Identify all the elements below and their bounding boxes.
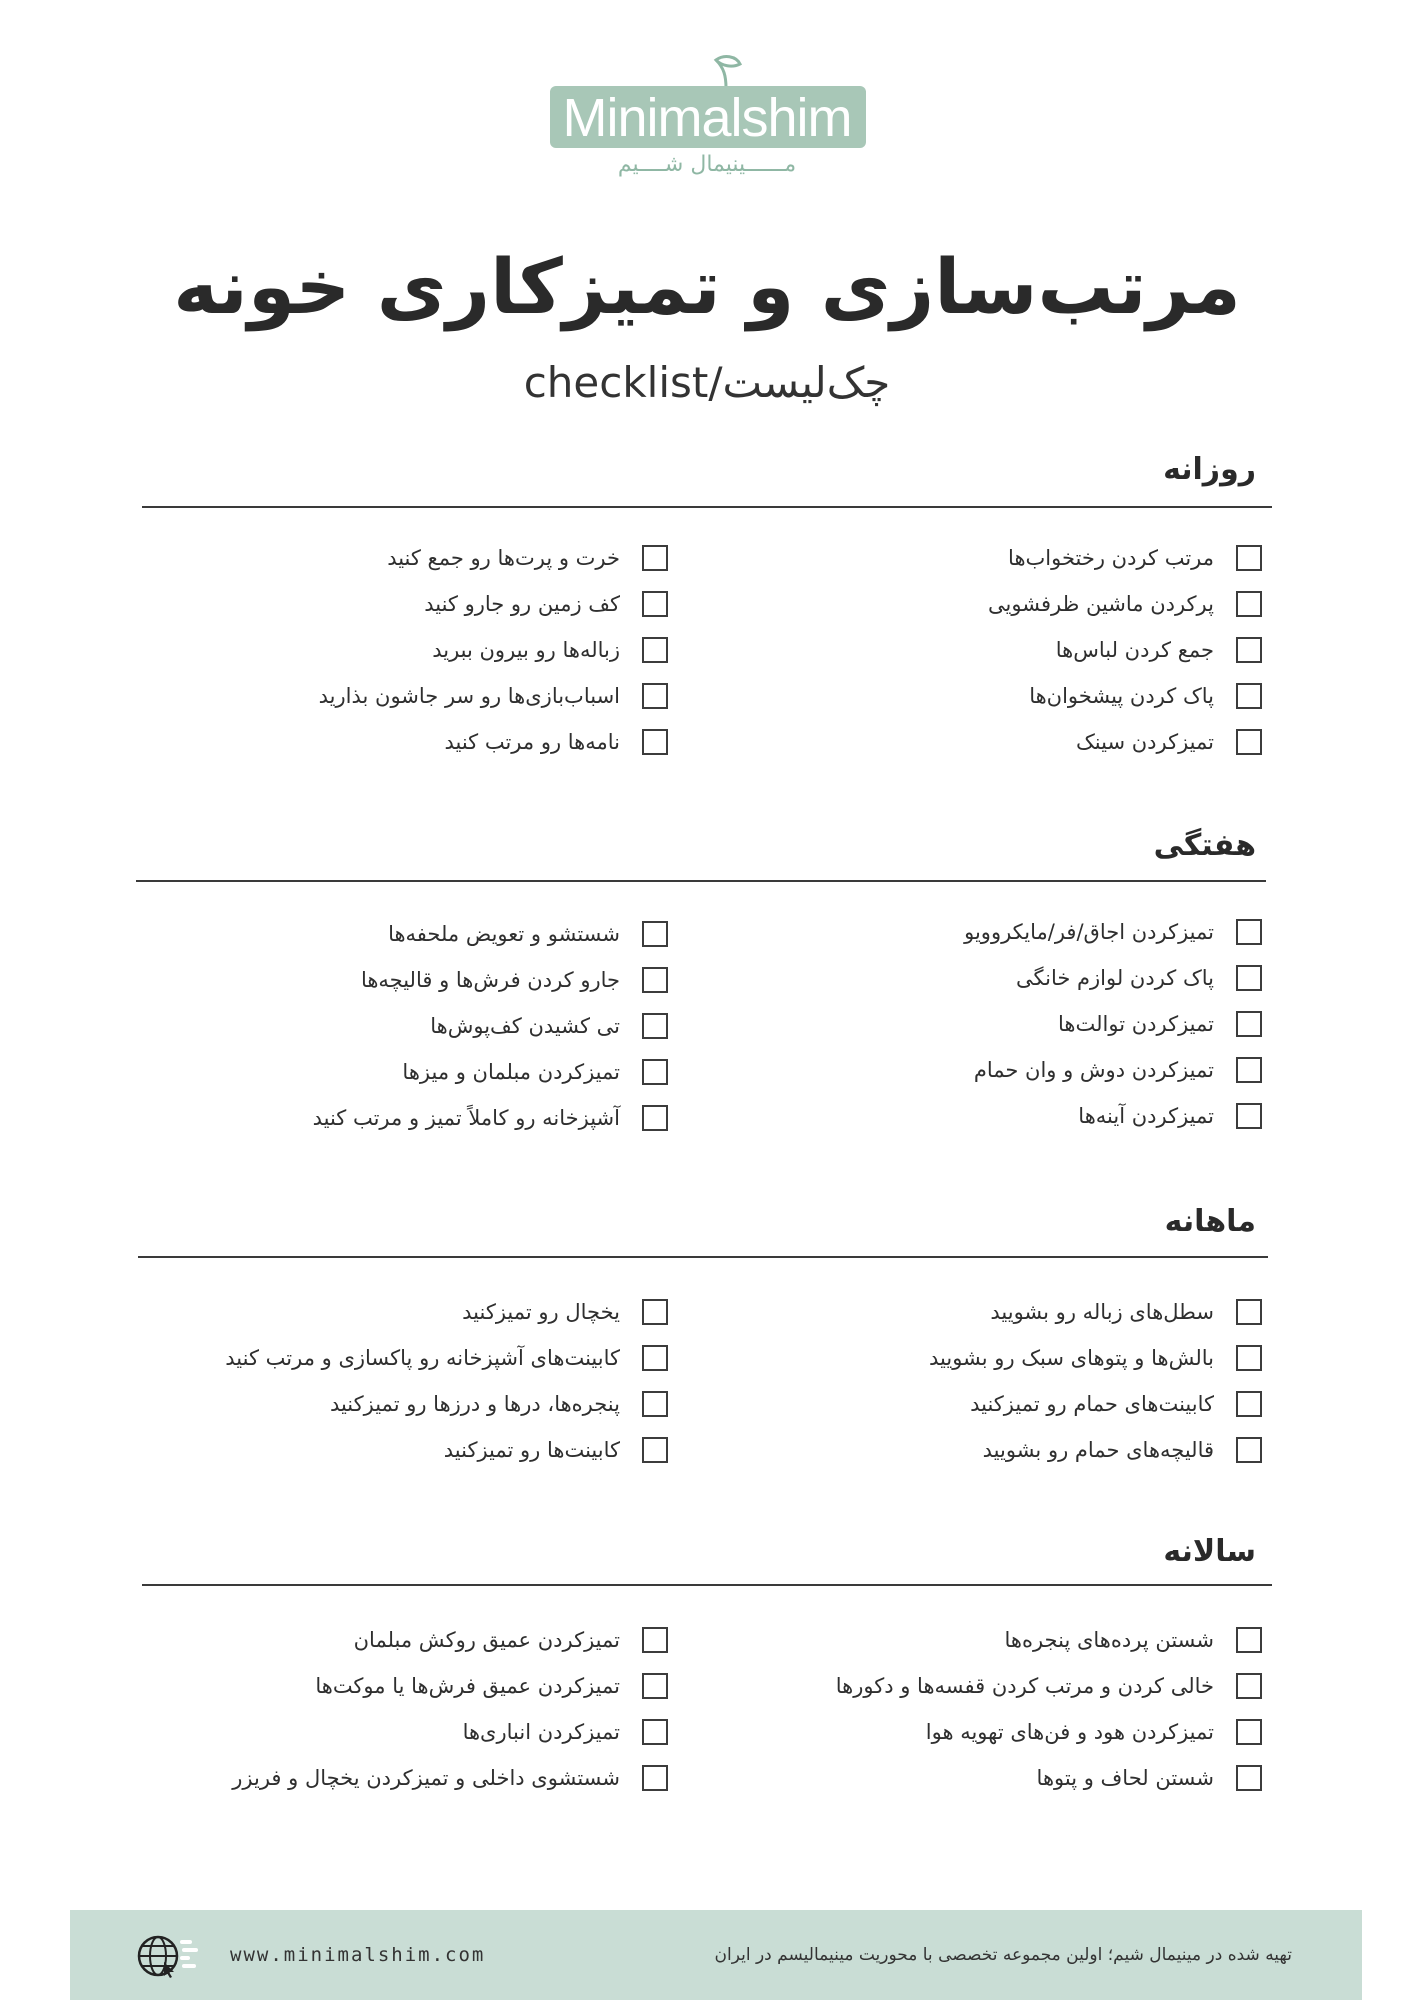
- checkbox[interactable]: [1236, 1103, 1262, 1129]
- logo: [548, 52, 866, 182]
- checklist-item[interactable]: [444, 1430, 668, 1470]
- checkbox[interactable]: [642, 729, 668, 755]
- checklist-item-label: تمیزکردن آینه‌ها: [1078, 1104, 1214, 1128]
- checklist-item-label: بالش‌ها و پتوهای سبک رو بشویید: [929, 1346, 1214, 1370]
- checkbox[interactable]: [1236, 1673, 1262, 1699]
- checklist-item-label: شستشو و تعویض ملحفه‌ها: [388, 922, 620, 946]
- checklist-item-label: آشپزخانه رو کاملاً تمیز و مرتب کنید: [312, 1106, 620, 1130]
- checkbox[interactable]: [642, 1299, 668, 1325]
- footer: [70, 1910, 1362, 2000]
- checkbox[interactable]: [1236, 729, 1262, 755]
- checkbox[interactable]: [642, 1627, 668, 1653]
- checklist-item-label: تمیزکردن سینک: [1075, 730, 1214, 754]
- checklist-item[interactable]: [926, 1712, 1262, 1752]
- checklist-item-label: شستن پرده‌های پنجره‌ها: [1004, 1628, 1214, 1652]
- logo-text-en: Minimalshim: [562, 88, 852, 148]
- checklist-item[interactable]: [836, 1666, 1262, 1706]
- checklist-item[interactable]: [1037, 1758, 1262, 1798]
- checklist-item[interactable]: [462, 1292, 668, 1332]
- checklist-item[interactable]: [1056, 630, 1262, 670]
- checklist-item[interactable]: [388, 914, 668, 954]
- checkbox[interactable]: [1236, 1719, 1262, 1745]
- checkbox[interactable]: [1236, 1765, 1262, 1791]
- checklist-item-label: شستن لحاف و پتوها: [1036, 1766, 1214, 1790]
- checklist-item-label: پاک کردن پیشخوان‌ها: [1029, 684, 1214, 708]
- checkbox[interactable]: [642, 1673, 668, 1699]
- checkbox[interactable]: [642, 637, 668, 663]
- checklist-item-label: شستشوی داخلی و تمیزکردن یخچال و فریزر: [232, 1766, 620, 1790]
- checklist-item-label: تمیزکردن هود و فن‌های تهویه هوا: [925, 1720, 1214, 1744]
- checkbox[interactable]: [642, 1719, 668, 1745]
- checklist-item[interactable]: [463, 1712, 668, 1752]
- checklist-item[interactable]: [1076, 722, 1262, 762]
- section-heading-yearly: سالانه: [1163, 1534, 1256, 1569]
- checkbox[interactable]: [1236, 637, 1262, 663]
- checklist-item-label: اسباب‌بازی‌ها رو سر جاشون بذارید: [318, 684, 620, 708]
- checklist-item-label: تمیزکردن عمیق فرش‌ها یا موکت‌ها: [315, 1674, 620, 1698]
- section-divider-weekly: [136, 880, 1266, 882]
- checkbox[interactable]: [642, 1437, 668, 1463]
- checkbox[interactable]: [1236, 1057, 1262, 1083]
- checklist-item[interactable]: [319, 676, 668, 716]
- checkbox[interactable]: [1236, 1437, 1262, 1463]
- checklist-item[interactable]: [313, 1098, 668, 1138]
- logo-text-fa: مــــــینیمال شــــیم: [617, 152, 797, 177]
- checklist-item-label: جمع کردن لباس‌ها: [1055, 638, 1214, 662]
- checklist-item-label: پرکردن ماشین ظرفشویی: [988, 592, 1214, 616]
- checkbox[interactable]: [642, 921, 668, 947]
- checklist-item-label: کابینت‌های حمام رو تمیزکنید: [970, 1392, 1214, 1416]
- checklist-item[interactable]: [988, 584, 1262, 624]
- checklist-item[interactable]: [983, 1430, 1262, 1470]
- leaf-icon: [706, 52, 746, 90]
- footer-note: تهیه شده در مینیمال شیم؛ اولین مجموعه تخصصی با محوریت مینیمالیسم در ایران: [714, 1945, 1292, 1965]
- checklist-item[interactable]: [315, 1666, 668, 1706]
- checklist-item-label: زباله‌ها رو بیرون ببرید: [432, 638, 620, 662]
- checklist-item[interactable]: [970, 1384, 1262, 1424]
- checklist-item[interactable]: [354, 1620, 668, 1660]
- section-divider-monthly: [138, 1256, 1268, 1258]
- globe-icon: [136, 1934, 204, 1978]
- checklist-item-label: کابینت‌های آشپزخانه رو پاکسازی و مرتب کنید: [225, 1346, 620, 1370]
- checklist-item-label: تمیزکردن انباری‌ها: [462, 1720, 620, 1744]
- checkbox[interactable]: [642, 591, 668, 617]
- checklist-item-label: قالیچه‌های حمام رو بشویید: [982, 1438, 1214, 1462]
- checklist-item-label: کف زمین رو جارو کنید: [424, 592, 620, 616]
- checklist-item-label: تمیزکردن مبلمان و میزها: [402, 1060, 620, 1084]
- checklist-item[interactable]: [990, 1292, 1262, 1332]
- checklist-item[interactable]: [964, 912, 1262, 952]
- checklist-item-label: خالی کردن و مرتب کردن قفسه‌ها و دکورها: [835, 1674, 1214, 1698]
- checkbox[interactable]: [1236, 1011, 1262, 1037]
- checklist-item-label: تی کشیدن کف‌پوش‌ها: [430, 1014, 620, 1038]
- checklist-item-label: مرتب کردن رختخواب‌ها: [1008, 546, 1214, 570]
- checklist-item[interactable]: [929, 1338, 1262, 1378]
- checklist-item-label: پنجره‌ها، درها و درزها رو تمیزکنید: [329, 1392, 620, 1416]
- section-heading-monthly: ماهانه: [1164, 1204, 1256, 1239]
- checklist-item-label: یخچال رو تمیزکنید: [462, 1300, 620, 1324]
- section-heading-weekly: هفتگی: [1153, 828, 1256, 863]
- checklist-item[interactable]: [1058, 1004, 1262, 1044]
- checkbox[interactable]: [1236, 1345, 1262, 1371]
- checklist-item-label: تمیزکردن اجاق/فر/مایکروویو: [964, 920, 1214, 944]
- checklist-item-label: تمیزکردن عمیق روکش مبلمان: [353, 1628, 620, 1652]
- checkbox[interactable]: [1236, 1391, 1262, 1417]
- checkbox[interactable]: [1236, 965, 1262, 991]
- section-divider-yearly: [142, 1584, 1272, 1586]
- checklist-item[interactable]: [330, 1384, 668, 1424]
- checklist-item-label: نامه‌ها رو مرتب کنید: [444, 730, 620, 754]
- checkbox[interactable]: [1236, 1627, 1262, 1653]
- checklist-item-label: جارو کردن فرش‌ها و قالیچه‌ها: [360, 968, 620, 992]
- checklist-item[interactable]: [974, 1050, 1262, 1090]
- checklist-item[interactable]: [1005, 1620, 1263, 1660]
- checklist-item[interactable]: [225, 1338, 668, 1378]
- checkbox[interactable]: [642, 1059, 668, 1085]
- checklist-item[interactable]: [1029, 676, 1262, 716]
- checkbox[interactable]: [642, 683, 668, 709]
- checkbox[interactable]: [1236, 591, 1262, 617]
- checklist-item[interactable]: [430, 1006, 668, 1046]
- checklist-item-label: سطل‌های زباله رو بشویید: [990, 1300, 1214, 1324]
- checkbox[interactable]: [642, 1013, 668, 1039]
- checklist-item[interactable]: [444, 722, 668, 762]
- website-link[interactable]: www.minimalshim.com: [230, 1944, 486, 1966]
- checklist-item[interactable]: [1008, 538, 1262, 578]
- checkbox[interactable]: [642, 1391, 668, 1417]
- page-title: مرتب‌سازی و تمیزکاری خونه: [173, 242, 1241, 331]
- checkbox[interactable]: [1236, 1299, 1262, 1325]
- checklist-item[interactable]: [232, 1758, 668, 1798]
- checkbox[interactable]: [1236, 683, 1262, 709]
- checklist-item[interactable]: [432, 630, 668, 670]
- checkbox[interactable]: [642, 1345, 668, 1371]
- section-divider-daily: [142, 506, 1272, 508]
- checkbox[interactable]: [642, 545, 668, 571]
- checklist-item-label: خرت و پرت‌ها رو جمع کنید: [387, 546, 620, 570]
- checklist-item[interactable]: [1016, 958, 1262, 998]
- checklist-item[interactable]: [424, 584, 668, 624]
- checkbox[interactable]: [1236, 919, 1262, 945]
- checklist-item[interactable]: [402, 1052, 668, 1092]
- checklist-item[interactable]: [1078, 1096, 1262, 1136]
- section-heading-daily: روزانه: [1163, 452, 1256, 487]
- checklist-item-label: تمیزکردن دوش و وان حمام: [973, 1058, 1214, 1082]
- checkbox[interactable]: [642, 1105, 668, 1131]
- checkbox[interactable]: [642, 967, 668, 993]
- checklist-item-label: کابینت‌ها رو تمیزکنید: [443, 1438, 620, 1462]
- page-subtitle: چک‌لیست/checklist: [523, 358, 891, 407]
- checklist-item-label: تمیزکردن توالت‌ها: [1058, 1012, 1214, 1036]
- checklist-item[interactable]: [361, 960, 668, 1000]
- checklist-item[interactable]: [387, 538, 668, 578]
- checkbox[interactable]: [1236, 545, 1262, 571]
- checklist-item-label: پاک کردن لوازم خانگی: [1016, 966, 1214, 990]
- checkbox[interactable]: [642, 1765, 668, 1791]
